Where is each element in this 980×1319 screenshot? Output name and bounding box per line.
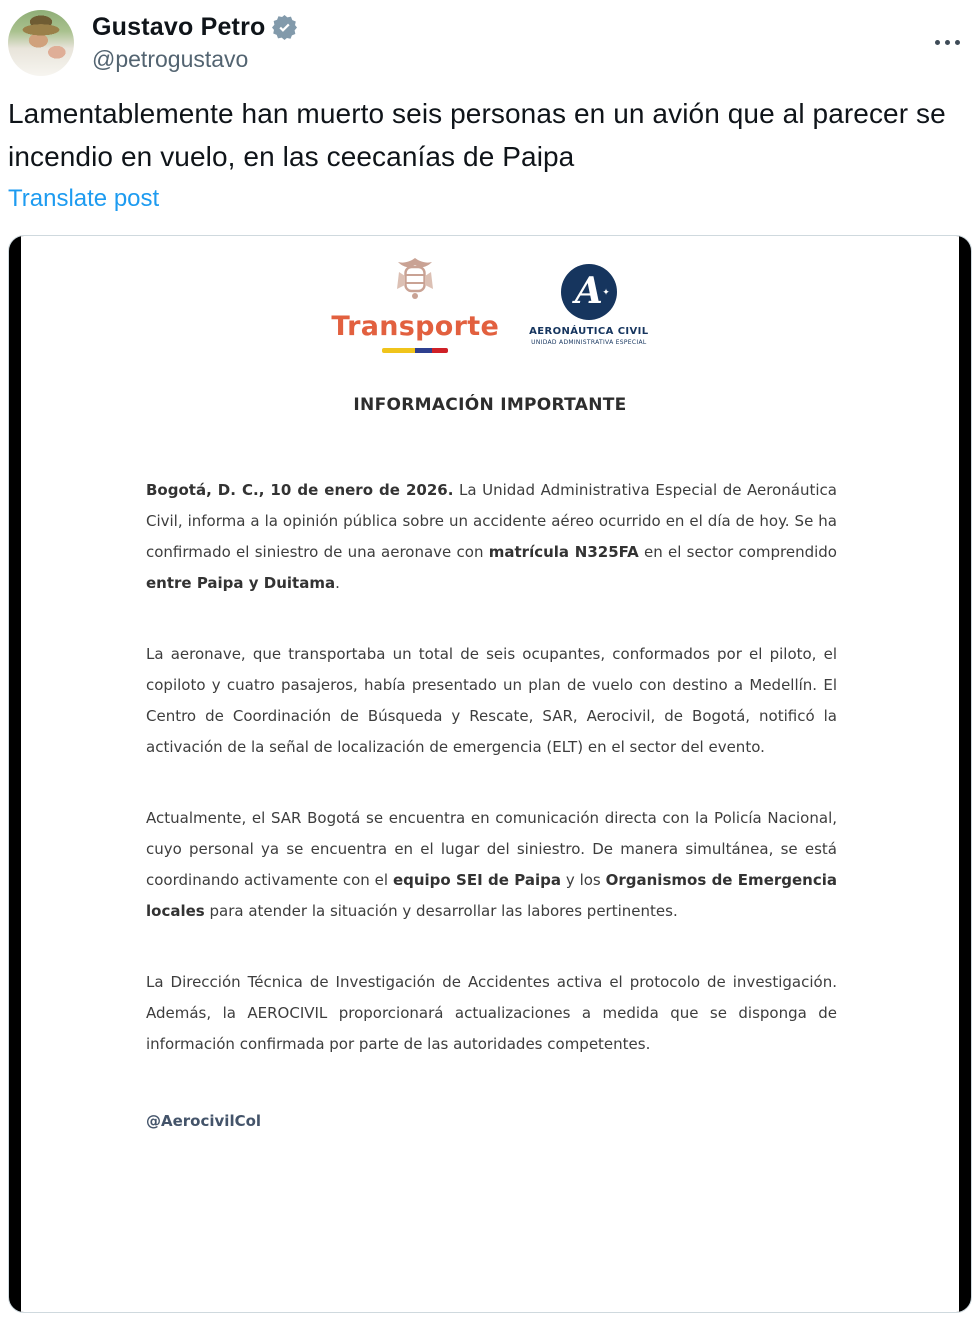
tweet-header xyxy=(8,10,972,76)
more-icon xyxy=(945,40,950,45)
aerocivil-name: AERONÁUTICA CIVIL xyxy=(529,326,649,337)
author-name[interactable]: Gustavo Petro xyxy=(92,13,266,41)
transporte-label: Transporte xyxy=(331,311,500,342)
more-options-button[interactable] xyxy=(931,36,964,49)
statement-page xyxy=(21,236,959,1312)
tweet-text: Lamentablemente han muerto seis personas en un avión que al parecer se incendio en vuelo, en las ceecanías de Paipa xyxy=(8,98,946,172)
more-icon xyxy=(955,40,960,45)
statement-heading: INFORMACIÓN IMPORTANTE xyxy=(353,395,627,415)
flag-blue-stripe xyxy=(415,348,432,353)
aerocivil-emblem-icon xyxy=(561,264,617,320)
colombia-flag-bar xyxy=(382,348,448,353)
aerocivil-monogram: A xyxy=(574,270,603,312)
transporte-logo xyxy=(331,256,499,353)
statement-signature: @AerocivilCol xyxy=(146,1112,262,1130)
flag-red-stripe xyxy=(432,348,449,353)
statement-paragraph: La Dirección Técnica de Investigación de Accidentes activa el protocolo de investigación. Además, la AEROCIVIL proporcionará actualizaciones a medida que se disponga de información confirmada por parte de las autoridades competentes. xyxy=(146,973,837,1053)
verified-badge-icon xyxy=(272,15,297,40)
author-handle[interactable]: @petrogustavo xyxy=(92,46,249,72)
statement-paragraph: La aeronave, que transportaba un total de seis ocupantes, conformados por el piloto, el copiloto y cuatro pasajeros, había presentado un plan de vuelo con destino a Medellín. El Centro de Coordinación de Búsqueda y Rescate, SAR, Aerocivil, de Bogotá, notificó la activación de la señal de localización de emergencia (ELT) en el sector del evento. xyxy=(146,645,837,756)
statement-logos xyxy=(21,236,959,353)
author-block xyxy=(92,10,297,73)
aerocivil-subtitle: UNIDAD ADMINISTRATIVA ESPECIAL xyxy=(531,339,647,346)
more-icon xyxy=(935,40,940,45)
statement-body xyxy=(21,415,959,1130)
tweet-media-image[interactable] xyxy=(8,235,972,1313)
statement-paragraph: Actualmente, el SAR Bogotá se encuentra en comunicación directa con la Policía Nacional, cuyo personal ya se encuentra en el lugar del siniestro. De manera simultánea, se está coordinando activamente con el equipo SEI de Paipa y los Organismos de Emergencia locales para atender la situación y desarrollar las labores pertinentes. xyxy=(146,809,838,920)
star-icon: ✦ xyxy=(602,287,610,297)
aerocivil-logo xyxy=(529,264,649,346)
flag-yellow-stripe xyxy=(382,348,415,353)
translate-post-link[interactable]: Translate post xyxy=(8,185,160,212)
avatar[interactable] xyxy=(8,10,74,76)
statement-paragraph: Bogotá, D. C., 10 de enero de 2026. La Unidad Administrativa Especial de Aeronáutica Civil, informa a la opinión pública sobre un accidente aéreo ocurrido en el día de hoy. Se ha confirmado el siniestro de una aeronave con matrícula N325FA en el sector comprendido entre Paipa y Duitama. xyxy=(146,481,837,592)
colombia-coat-of-arms-icon xyxy=(392,256,438,309)
